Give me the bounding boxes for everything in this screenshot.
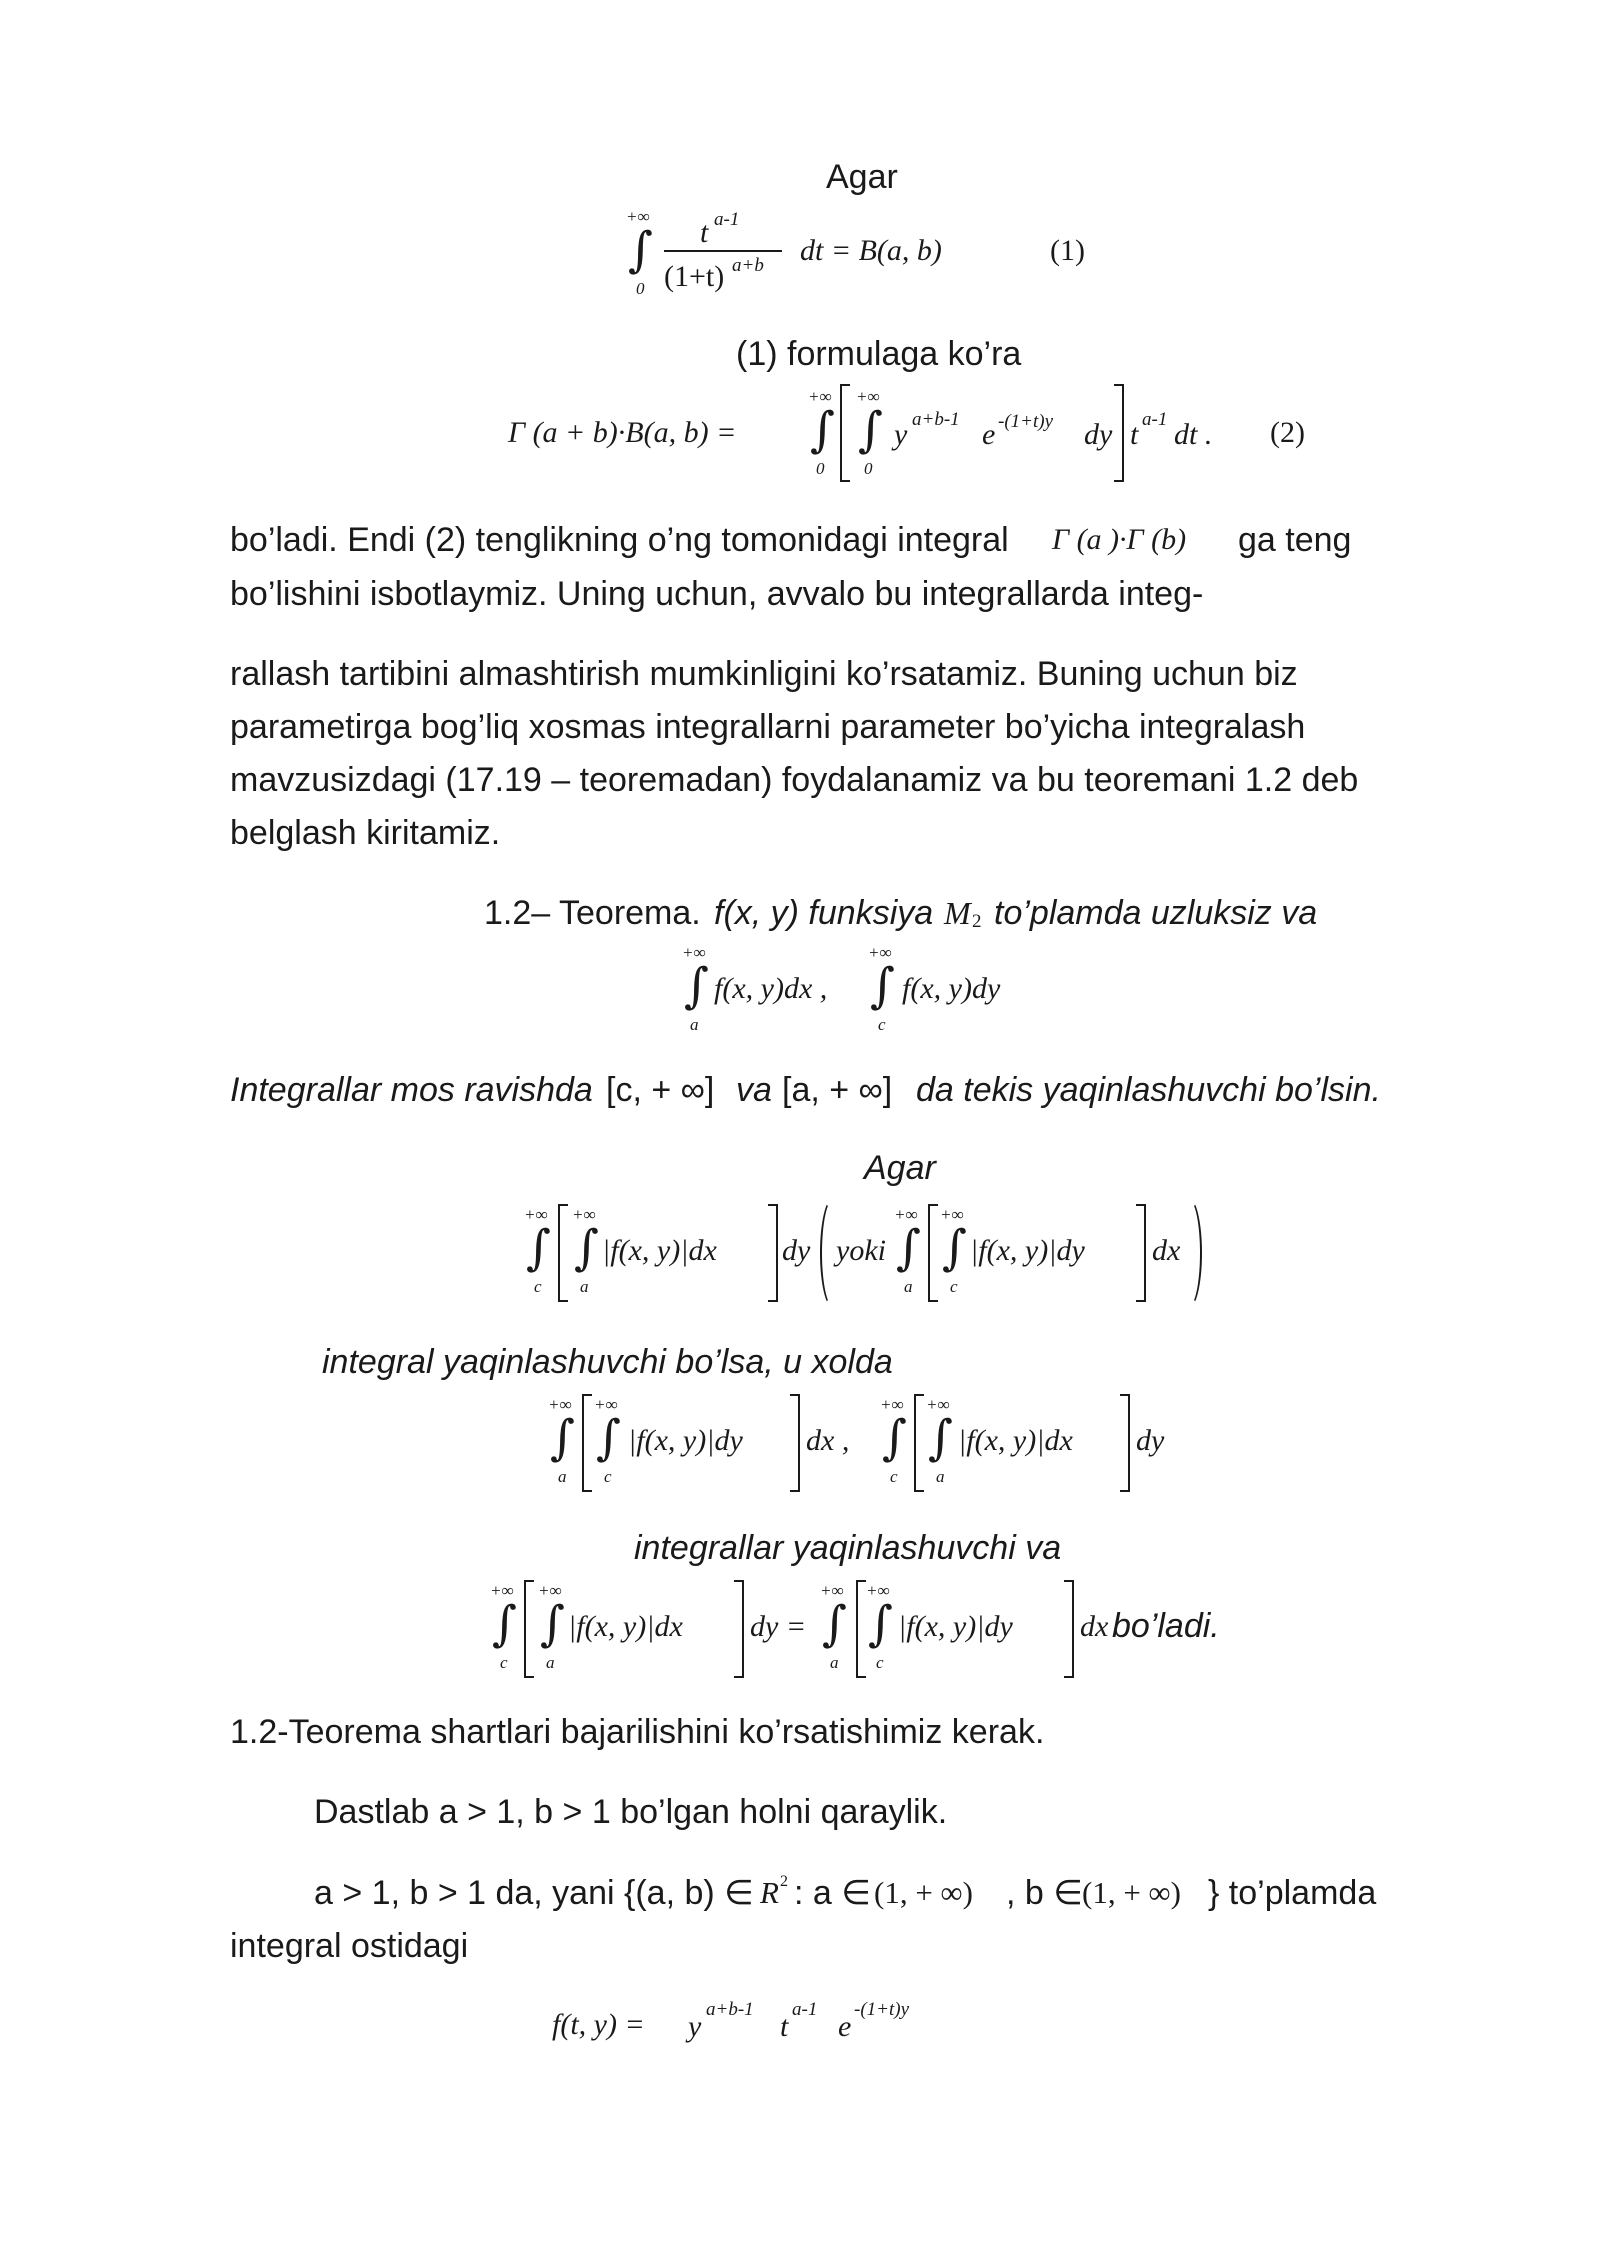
eq4-outer-d: dy — [782, 1234, 811, 1267]
eq2-lower-1: 0 — [816, 459, 825, 478]
eq5-d-2: dy — [1136, 1424, 1165, 1457]
eq6-lower-3: a — [830, 1653, 839, 1672]
eq1-denominator-sup: a+b — [732, 255, 764, 276]
eq7-e-sup: -(1+t)y — [854, 1999, 910, 2020]
set-R-sup: 2 — [780, 1873, 788, 1890]
eq4-r-inner-body: |f(x, y)|dy — [970, 1234, 1085, 1267]
eq2-right-bracket — [1114, 384, 1124, 482]
eq4-yoki: yoki — [836, 1234, 886, 1267]
para2-line-2: parametirga bog’liq xosmas integrallarni parameter bo’yicha integralash — [230, 708, 1306, 746]
eq5-upper-3: +∞ — [880, 1395, 904, 1414]
eq7-y: y — [688, 2010, 702, 2043]
eq1-rhs: dt = B(a, b) — [800, 234, 942, 267]
para1-line1-text-a: bo’ladi. Endi (2) tenglikning o’ng tomonidagi integral — [230, 521, 1009, 559]
eq2-exp-sup: -(1+t)y — [998, 411, 1054, 432]
eq2-upper-2: +∞ — [856, 387, 880, 406]
eq2-left-bracket — [840, 384, 850, 482]
eq6-integral-1: ∫ — [492, 1596, 518, 1652]
eq3-integral-sign-2: ∫ — [870, 958, 896, 1014]
eq4-right-paren — [1176, 1198, 1202, 1308]
eq6-bracket-1-left — [524, 1580, 534, 1678]
eq1-numerator-sup: a-1 — [714, 209, 740, 230]
eq3-upper-2: +∞ — [868, 943, 892, 962]
eq6-lower-4: c — [876, 1653, 884, 1672]
eq7-e: e — [838, 2010, 852, 2043]
eq3-integral-sign-1: ∫ — [684, 958, 710, 1014]
eq5-upper-4: +∞ — [926, 1395, 950, 1414]
eq6-d-2: dx — [1080, 1610, 1109, 1643]
eq5-body-1: |f(x, y)|dy — [628, 1424, 743, 1457]
eq6-lower-1: c — [500, 1653, 508, 1672]
set-text-c: , b ∈ — [1006, 1874, 1083, 1912]
eq6-upper-4: +∞ — [866, 1581, 890, 1600]
integrals-interval-2: [a, + ∞] — [782, 1071, 893, 1109]
eq5-bracket-2-left — [914, 1394, 924, 1492]
eq6-upper-3: +∞ — [820, 1581, 844, 1600]
para2-line-4: belglash kiritamiz. — [230, 814, 501, 852]
eq2-integral-sign-2: ∫ — [858, 402, 884, 458]
eq7-t-sup: a-1 — [792, 1999, 818, 2020]
eq6-integral-2: ∫ — [540, 1596, 566, 1652]
set-text-a: a > 1, b > 1 da, yani {(a, b) ∈ — [314, 1874, 754, 1912]
eq2-lower-2: 0 — [864, 459, 873, 478]
eq6-lower-2: a — [546, 1653, 555, 1672]
theorem-text-b: to’plamda uzluksiz va — [994, 894, 1318, 932]
eq6-integral-3: ∫ — [822, 1596, 848, 1652]
theorem-label: 1.2– Teorema. — [484, 894, 701, 932]
eq3-lower-1: a — [690, 1015, 699, 1034]
eq5-upper-1: +∞ — [548, 1395, 572, 1414]
eq4-bracket-2-left — [928, 1204, 938, 1302]
theorem-text-a: f(x, y) funksiya — [714, 894, 934, 932]
eq4-r-outer-d: dx — [1152, 1234, 1181, 1267]
eq2-integrand-sup: a+b-1 — [912, 409, 960, 430]
eq2-number: (2) — [1270, 416, 1305, 449]
integrals-converge-line: integrallar yaqinlashuvchi va — [634, 1529, 1062, 1567]
conditions-line: 1.2-Teorema shartlari bajarilishini ko’rsatishimiz kerak. — [230, 1713, 1045, 1751]
theorem-set-sub: 2 — [972, 911, 982, 932]
eq4-integral-4: ∫ — [942, 1220, 968, 1276]
eq2-dt: dt . — [1174, 418, 1213, 451]
eq6-body-2: |f(x, y)|dy — [898, 1610, 1013, 1643]
eq6-upper-1: +∞ — [490, 1581, 514, 1600]
para1-line2: bo’lishini isbotlaymiz. Uning uchun, avvalo bu integrallarda integ- — [230, 575, 1204, 613]
eq1-integral-sign: ∫ — [628, 222, 654, 278]
eq5-d-1: dx , — [806, 1424, 850, 1457]
set-interval-1: (1, + ∞) — [874, 1875, 973, 1910]
eq6-body-1: |f(x, y)|dx — [568, 1610, 683, 1643]
eq2-t: t — [1130, 418, 1139, 451]
formula-reference: (1) formulaga ko’ra — [736, 335, 1022, 373]
theorem-set: M — [944, 895, 971, 931]
set-text-b: : a ∈ — [794, 1874, 871, 1912]
eq5-upper-2: +∞ — [594, 1395, 618, 1414]
integrals-interval-1: [c, + ∞] — [606, 1071, 715, 1109]
eq5-body-2: |f(x, y)|dx — [958, 1424, 1073, 1457]
para2-line-3: mavzusizdagi (17.19 – teoremadan) foydalanamiz va bu teoremani 1.2 deb — [230, 761, 1359, 799]
para1-line1-text-b: ga teng — [1238, 521, 1352, 559]
eq2-integral-sign-1: ∫ — [810, 402, 836, 458]
eq3-upper-1: +∞ — [682, 943, 706, 962]
eq5-integral-4: ∫ — [928, 1410, 954, 1466]
integral-converges-line: integral yaqinlashuvchi bo’lsa, u xolda — [322, 1343, 893, 1381]
eq1-numerator: t — [700, 216, 709, 249]
eq1-lower-limit: 0 — [636, 279, 645, 298]
eq1-number: (1) — [1050, 234, 1085, 267]
eq3-body-2: f(x, y)dy — [902, 972, 1001, 1005]
eq4-r-inner-upper: +∞ — [940, 1205, 964, 1224]
eq2-lhs: Γ (a + b)·B(a, b) = — [508, 416, 737, 449]
eq7-lhs: f(t, y) = — [552, 2008, 645, 2041]
eq6-bracket-1-right — [734, 1580, 744, 1678]
eq4-inner-body: |f(x, y)|dx — [602, 1234, 717, 1267]
eq4-bracket-2-right — [1136, 1204, 1146, 1302]
integral-ostidagi-line: integral ostidagi — [230, 1927, 469, 1965]
eq1-upper-limit: +∞ — [626, 207, 650, 226]
eq4-integral-3: ∫ — [896, 1220, 922, 1276]
eq6-tail: bo’ladi. — [1112, 1607, 1220, 1645]
para1-gamma-product: Γ (a )·Γ (b) — [1052, 523, 1187, 556]
eq4-inner-lower: a — [580, 1277, 589, 1296]
eq6-bracket-2-right — [1064, 1580, 1074, 1678]
integrals-text-e: da tekis yaqinlashuvchi bo’lsin. — [916, 1071, 1381, 1109]
eq1-denominator: (1+t) — [664, 260, 725, 293]
eq3-lower-2: c — [878, 1015, 886, 1034]
agar-label-1: Agar — [826, 158, 898, 196]
eq3-body-1: f(x, y)dx , — [714, 972, 828, 1005]
eq5-bracket-1-left — [582, 1394, 592, 1492]
eq5-integral-1: ∫ — [550, 1410, 576, 1466]
eq6-bracket-2-left — [856, 1580, 866, 1678]
eq2-dy: dy — [1084, 418, 1113, 451]
eq7-y-sup: a+b-1 — [706, 1999, 754, 2020]
eq4-r-upper: +∞ — [894, 1205, 918, 1224]
eq6-upper-2: +∞ — [538, 1581, 562, 1600]
eq5-bracket-1-right — [790, 1394, 800, 1492]
eq4-bracket-1-left — [558, 1204, 568, 1302]
eq1-fraction-bar — [664, 250, 782, 252]
eq5-lower-3: c — [890, 1467, 898, 1486]
integrals-text-c: va — [736, 1071, 772, 1109]
set-R: R — [760, 1875, 779, 1910]
eq4-inner-upper: +∞ — [572, 1205, 596, 1224]
eq2-upper-1: +∞ — [808, 387, 832, 406]
eq4-r-inner-lower: c — [950, 1277, 958, 1296]
eq2-t-sup: a-1 — [1142, 409, 1168, 430]
eq4-integral-2: ∫ — [574, 1220, 600, 1276]
eq4-left-upper: +∞ — [524, 1205, 548, 1224]
case-line: Dastlab a > 1, b > 1 bo’lgan holni qaraylik. — [314, 1793, 948, 1831]
eq4-left-lower: c — [534, 1277, 542, 1296]
agar-label-2: Agar — [864, 1149, 936, 1187]
eq4-bracket-1-right — [768, 1204, 778, 1302]
para2-line-1: rallash tartibini almashtirish mumkinligini ko’rsatamiz. Buning uchun biz — [230, 655, 1298, 693]
eq5-bracket-2-right — [1120, 1394, 1130, 1492]
eq2-integrand: y — [894, 418, 908, 451]
eq5-lower-4: a — [936, 1467, 945, 1486]
eq4-r-lower: a — [904, 1277, 913, 1296]
set-text-d: } to’plamda — [1208, 1874, 1377, 1912]
eq5-lower-1: a — [558, 1467, 567, 1486]
eq7-t: t — [780, 2010, 789, 2043]
eq2-exp: e — [982, 418, 996, 451]
eq6-d-1: dy = — [750, 1610, 807, 1643]
eq5-integral-3: ∫ — [882, 1410, 908, 1466]
set-interval-2: (1, + ∞) — [1082, 1875, 1181, 1910]
eq4-integral-1: ∫ — [526, 1220, 552, 1276]
eq5-integral-2: ∫ — [596, 1410, 622, 1466]
eq6-integral-4: ∫ — [868, 1596, 894, 1652]
eq5-lower-2: c — [604, 1467, 612, 1486]
integrals-text-a: Integrallar mos ravishda — [230, 1071, 593, 1109]
